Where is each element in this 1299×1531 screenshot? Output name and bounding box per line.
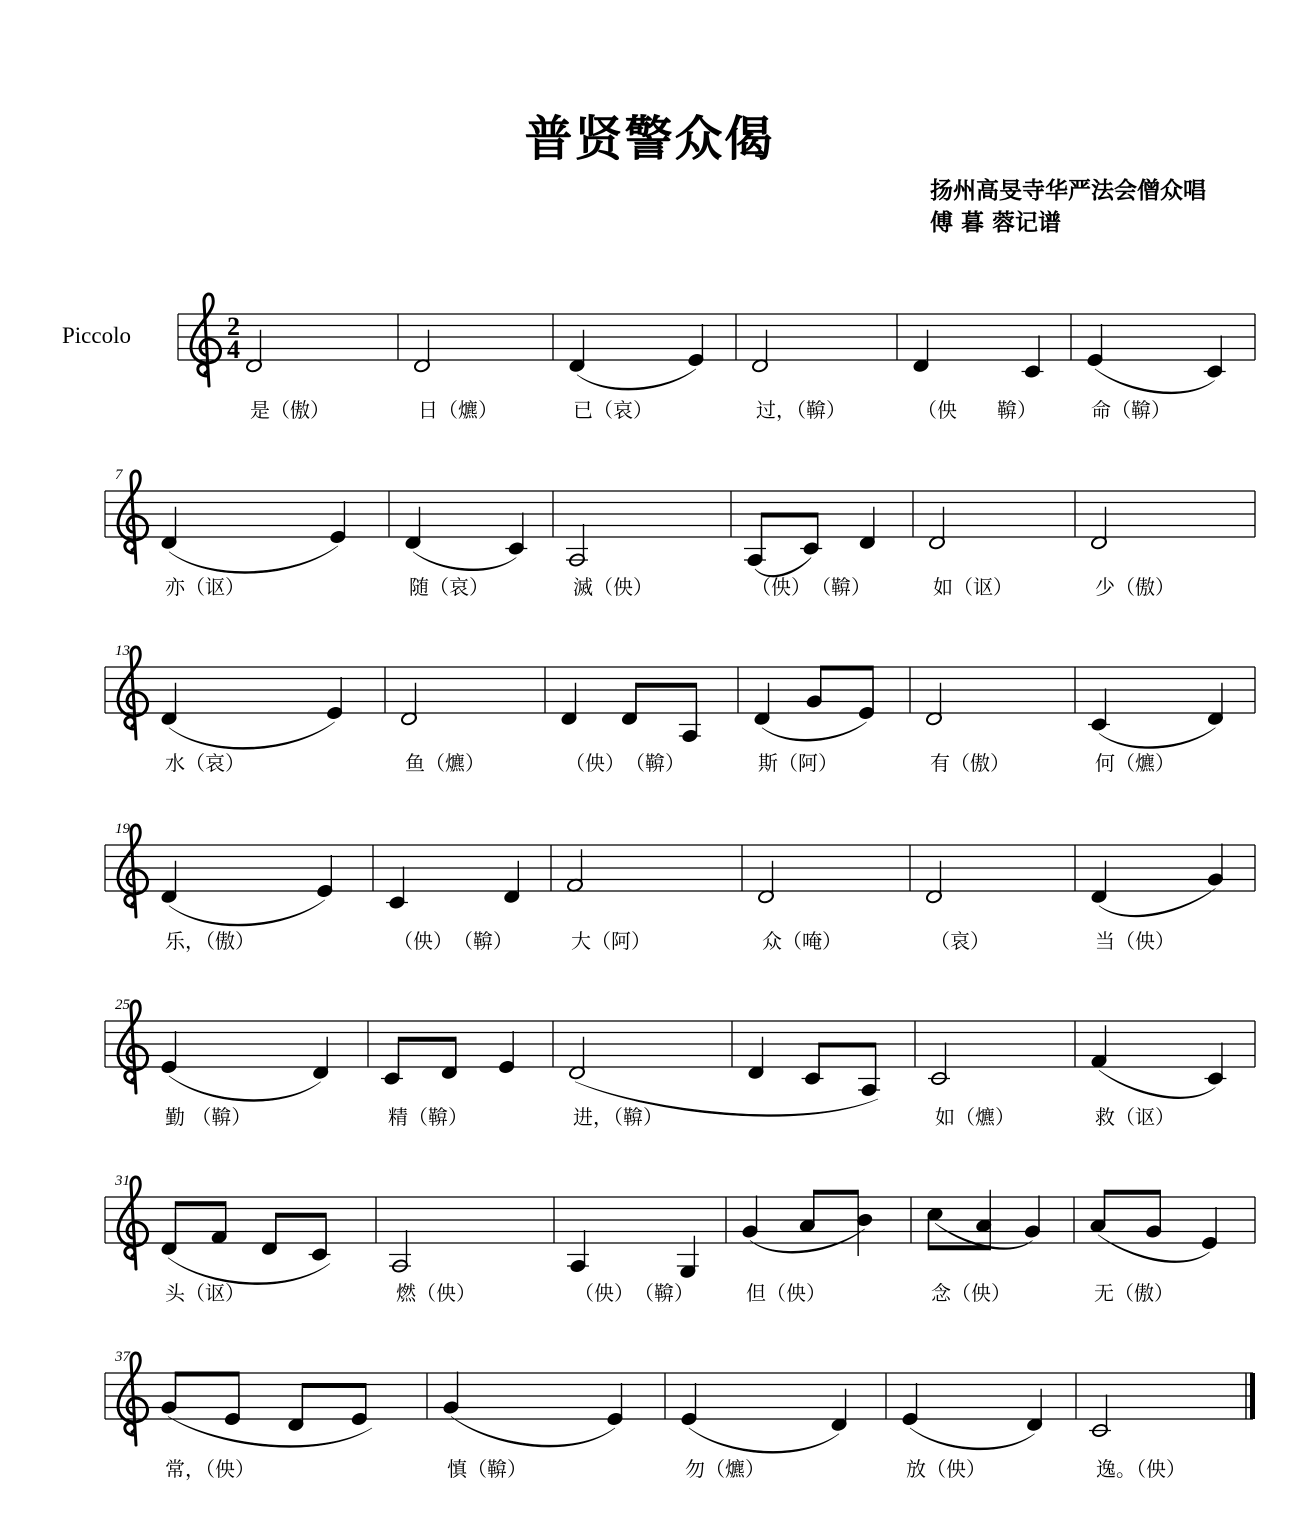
lyric-syllable: 如（爊） [935, 1105, 1015, 1129]
lyric-syllable: 少（傲） [1095, 575, 1175, 599]
beam [1105, 1190, 1161, 1195]
lyric-syllable: 过，（鞥） [756, 398, 846, 422]
slur [169, 900, 325, 926]
lyric-syllable: 当（佒） [1095, 929, 1175, 953]
slur [169, 722, 335, 749]
lyric-syllable: 念（佒） [931, 1281, 1011, 1305]
lyric-syllable: 进，（鞥） [573, 1105, 663, 1129]
lyric-syllable: 有（傲） [930, 751, 1010, 775]
slur [169, 1076, 321, 1101]
treble-clef-icon [191, 294, 221, 386]
lyric-syllable: （佒） （鞥） [565, 751, 685, 775]
lyric-syllable: （佒） （鞥） [393, 929, 513, 953]
beam [302, 1383, 365, 1388]
slur [1099, 728, 1215, 749]
lyric-syllable: （哀） [930, 929, 990, 953]
lyric-syllable: 亦（讴） [165, 575, 245, 599]
slur [169, 546, 338, 573]
lyric-syllable: 常，（佒） [165, 1457, 255, 1481]
lyric-syllable: 勿（爊） [685, 1457, 765, 1481]
lyric-syllable: 乐，（傲） [165, 929, 255, 953]
lyric-syllable: 何（爊） [1095, 751, 1175, 775]
lyric-syllable: 逸。（佒） [1096, 1457, 1186, 1481]
beam [276, 1213, 326, 1218]
lyric-syllable: 精（鞥） [388, 1105, 468, 1129]
slur [1099, 1070, 1215, 1098]
beam [762, 513, 818, 518]
final-barline [1250, 1373, 1255, 1419]
lyric-syllable: 众（唵） [762, 929, 842, 953]
beam [176, 1201, 226, 1206]
performers-credit: 扬州高旻寺华严法会僧众唱 [930, 177, 1206, 204]
measure-number: 37 [115, 1349, 130, 1365]
lyric-syllable: 已（哀） [573, 398, 653, 422]
slur [451, 1417, 615, 1448]
slur [689, 1428, 839, 1453]
lyric-syllable: 命（鞥） [1091, 398, 1171, 422]
lyric-syllable: 鱼（爊） [405, 751, 485, 775]
lyric-syllable: 日（爊） [418, 398, 498, 422]
treble-clef-icon [118, 1177, 148, 1269]
score-title: 普贤警众偈 [524, 111, 775, 167]
slur [168, 1417, 372, 1448]
measure-number: 25 [115, 997, 130, 1013]
slur [1099, 889, 1215, 917]
lyric-syllable: 随（哀） [409, 575, 489, 599]
lyric-syllable: 放（佒） [906, 1457, 986, 1481]
transcriber-credit: 傅 暮 蓉记谱 [930, 209, 1062, 236]
time-signature-top: 2 [227, 312, 240, 341]
treble-clef-icon [118, 825, 148, 917]
beam [176, 1372, 239, 1377]
lyric-syllable: 是（傲） [250, 398, 330, 422]
lyric-syllable: 勤 （鞥） [165, 1105, 252, 1129]
lyric-syllable: 慎（鞥） [447, 1457, 527, 1481]
lyric-syllable: 燃（佒） [396, 1281, 476, 1305]
slur [910, 1428, 1035, 1450]
lyric-syllable: （佒） （鞥） [751, 575, 871, 599]
lyric-syllable: 大（阿） [571, 929, 651, 953]
instrument-name: Piccolo [62, 323, 131, 348]
beam [814, 1190, 858, 1195]
treble-clef-icon [118, 1353, 148, 1445]
slur [750, 1229, 865, 1253]
time-signature-bottom: 4 [227, 335, 240, 364]
slur [762, 722, 867, 741]
slur [1098, 1235, 1210, 1263]
slur [577, 369, 696, 390]
lyric-syllable: 但（佒） [746, 1281, 826, 1305]
measure-number: 13 [115, 643, 130, 659]
slur [413, 552, 516, 571]
treble-clef-icon [118, 647, 148, 739]
measure-number: 19 [115, 821, 130, 837]
lyric-syllable: 滅（佒） [573, 575, 653, 599]
lyric-syllable: 头（讴） [165, 1281, 245, 1305]
beam [399, 1037, 456, 1042]
lyric-syllable: 无（傲） [1094, 1281, 1174, 1305]
treble-clef-icon [118, 1001, 148, 1093]
lyric-syllable: （佒） （鞥） [574, 1281, 694, 1305]
lyric-syllable: 斯（阿） [758, 751, 838, 775]
treble-clef-icon [118, 471, 148, 563]
measure-number: 7 [115, 467, 123, 483]
lyric-syllable: （佒 鞥） [917, 398, 1037, 422]
beam [819, 1043, 876, 1048]
measure-number: 31 [115, 1173, 130, 1189]
beam [821, 666, 873, 671]
beam [636, 683, 696, 688]
lyric-syllable: 救（讴） [1095, 1105, 1175, 1129]
lyric-syllable: 水（哀） [165, 751, 245, 775]
lyric-syllable: 如（讴） [933, 575, 1013, 599]
slur [1095, 369, 1215, 394]
